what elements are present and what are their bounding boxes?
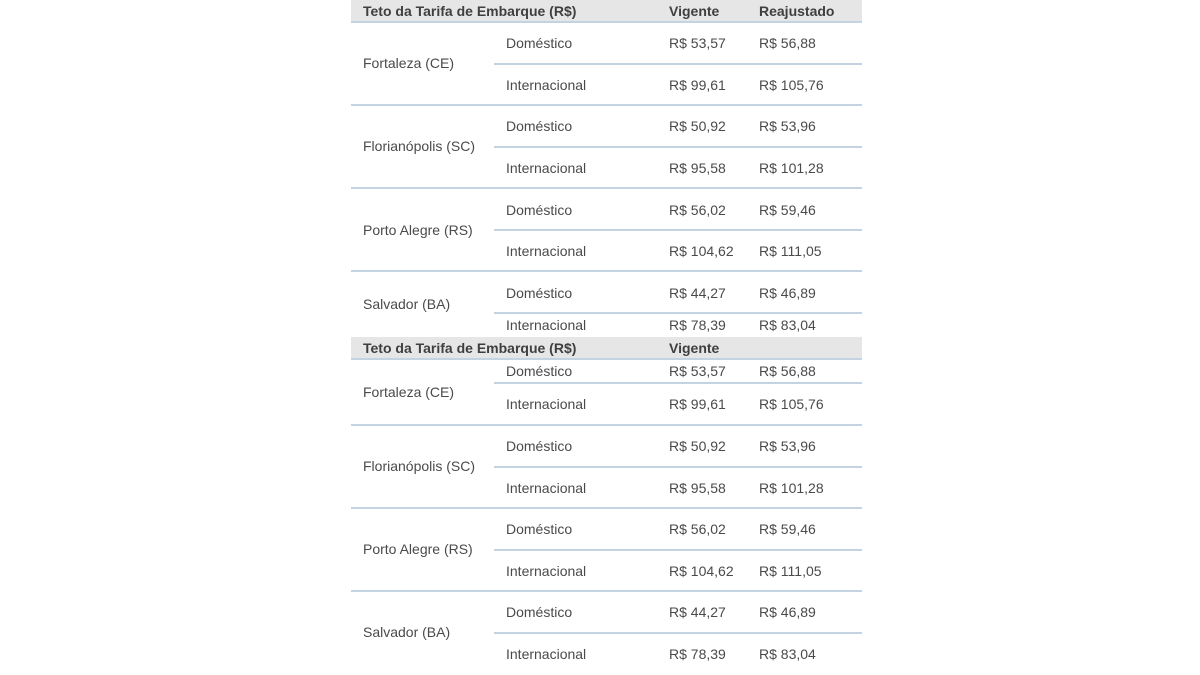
table-row xyxy=(494,563,862,583)
row-divider xyxy=(494,63,862,65)
city-group xyxy=(351,106,862,189)
city-name: Porto Alegre (RS) xyxy=(363,222,473,238)
vigente-value: R$ 78,39 xyxy=(669,646,726,662)
vigente-value: R$ 50,92 xyxy=(669,118,726,134)
table-row xyxy=(494,396,862,416)
flight-type: Doméstico xyxy=(506,521,573,537)
table-row xyxy=(494,646,862,666)
flight-type: Internacional xyxy=(506,563,587,579)
vigente-value: R$ 44,27 xyxy=(669,604,726,620)
flight-type: Doméstico xyxy=(506,285,573,301)
table-row xyxy=(494,480,862,500)
table-header xyxy=(351,337,862,360)
city-name: Porto Alegre (RS) xyxy=(363,541,473,557)
city-name: Salvador (BA) xyxy=(363,296,451,312)
row-divider xyxy=(494,549,862,551)
row-divider xyxy=(494,632,862,634)
flight-type: Internacional xyxy=(506,646,587,662)
vigente-value: R$ 78,39 xyxy=(669,317,726,333)
flight-type: Doméstico xyxy=(506,438,573,454)
table-row xyxy=(494,438,862,458)
flight-type: Internacional xyxy=(506,396,587,412)
reajustado-value: R$ 105,76 xyxy=(759,77,824,93)
flight-type: Internacional xyxy=(506,243,587,259)
city-name: Fortaleza (CE) xyxy=(363,55,455,71)
header-reajustado: Reajustado xyxy=(759,3,835,19)
table-row xyxy=(494,317,862,337)
vigente-value: R$ 95,58 xyxy=(669,160,726,176)
flight-type: Doméstico xyxy=(506,202,573,218)
vigente-value: R$ 104,62 xyxy=(669,563,734,579)
flight-type: Internacional xyxy=(506,160,587,176)
flight-type: Internacional xyxy=(506,317,587,333)
flight-type: Internacional xyxy=(506,77,587,93)
table-row xyxy=(494,604,862,624)
reajustado-value: R$ 53,96 xyxy=(759,438,816,454)
city-group xyxy=(351,509,862,592)
reajustado-value: R$ 83,04 xyxy=(759,646,816,662)
table-row xyxy=(494,363,862,383)
table-row xyxy=(494,77,862,97)
city-name: Florianópolis (SC) xyxy=(363,138,476,154)
table-row xyxy=(494,521,862,541)
flight-type: Doméstico xyxy=(506,118,573,134)
city-group xyxy=(351,426,862,509)
flight-type: Internacional xyxy=(506,480,587,496)
row-divider xyxy=(494,466,862,468)
city-group xyxy=(351,360,862,426)
reajustado-value: R$ 111,05 xyxy=(759,563,822,579)
reajustado-value: R$ 105,76 xyxy=(759,396,824,412)
city-name: Fortaleza (CE) xyxy=(363,384,455,400)
header-vigente: Vigente xyxy=(669,3,720,19)
reajustado-value: R$ 53,96 xyxy=(759,118,816,134)
table-row xyxy=(494,202,862,222)
header-label: Teto da Tarifa de Embarque (R$) xyxy=(363,340,577,356)
vigente-value: R$ 56,02 xyxy=(669,521,726,537)
table-row xyxy=(494,35,862,55)
table-row xyxy=(494,243,862,263)
reajustado-value: R$ 59,46 xyxy=(759,521,816,537)
vigente-value: R$ 53,57 xyxy=(669,35,726,51)
city-group xyxy=(351,272,862,337)
city-group xyxy=(351,189,862,272)
reajustado-value: R$ 46,89 xyxy=(759,285,816,301)
reajustado-value: R$ 83,04 xyxy=(759,317,816,333)
table-row xyxy=(494,118,862,138)
city-name: Salvador (BA) xyxy=(363,624,451,640)
row-divider xyxy=(494,229,862,231)
reajustado-value: R$ 111,05 xyxy=(759,243,822,259)
vigente-value: R$ 56,02 xyxy=(669,202,726,218)
vigente-value: R$ 99,61 xyxy=(669,77,726,93)
reajustado-value: R$ 56,88 xyxy=(759,363,816,379)
vigente-value: R$ 53,57 xyxy=(669,363,726,379)
reajustado-value: R$ 101,28 xyxy=(759,480,824,496)
vigente-value: R$ 99,61 xyxy=(669,396,726,412)
reajustado-value: R$ 46,89 xyxy=(759,604,816,620)
flight-type: Doméstico xyxy=(506,35,573,51)
table-row xyxy=(494,285,862,305)
city-group xyxy=(351,592,862,675)
row-divider xyxy=(494,146,862,148)
city-group xyxy=(351,23,862,106)
reajustado-value: R$ 59,46 xyxy=(759,202,816,218)
flight-type: Doméstico xyxy=(506,363,573,379)
table-header xyxy=(351,0,862,23)
header-label: Teto da Tarifa de Embarque (R$) xyxy=(363,3,577,19)
vigente-value: R$ 50,92 xyxy=(669,438,726,454)
vigente-value: R$ 104,62 xyxy=(669,243,734,259)
city-name: Florianópolis (SC) xyxy=(363,458,476,474)
vigente-value: R$ 44,27 xyxy=(669,285,726,301)
flight-type: Doméstico xyxy=(506,604,573,620)
reajustado-value: R$ 56,88 xyxy=(759,35,816,51)
row-divider xyxy=(494,382,862,384)
header-vigente: Vigente xyxy=(669,340,720,356)
table-row xyxy=(494,160,862,180)
vigente-value: R$ 95,58 xyxy=(669,480,726,496)
row-divider xyxy=(494,312,862,314)
reajustado-value: R$ 101,28 xyxy=(759,160,824,176)
